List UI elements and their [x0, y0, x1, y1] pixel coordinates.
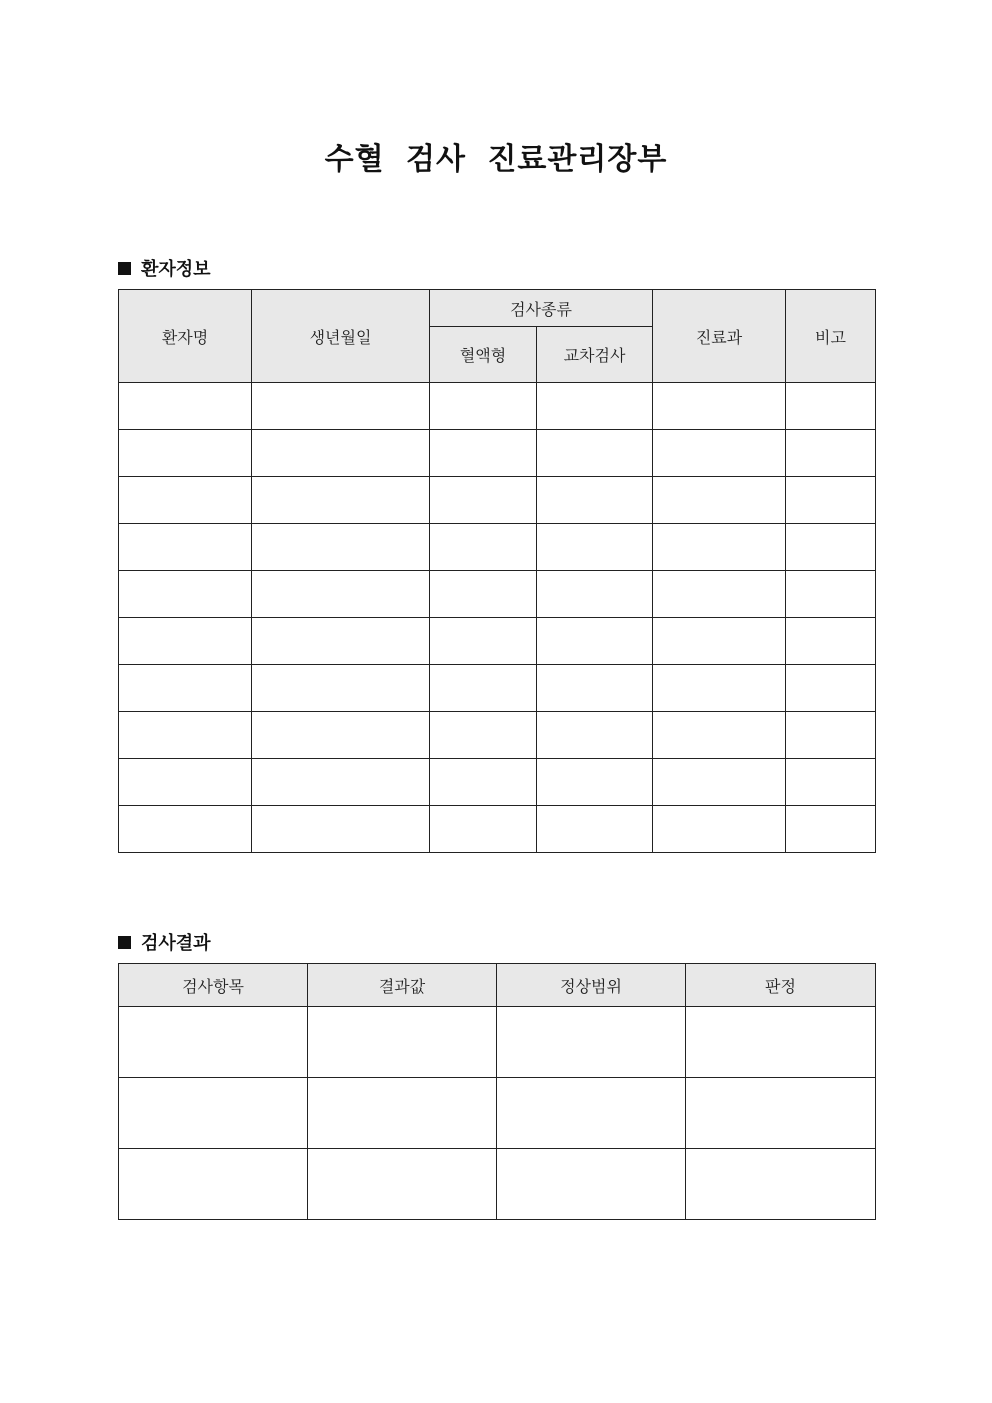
square-bullet-icon: [118, 936, 131, 949]
patient-info-heading-label: 환자정보: [141, 259, 211, 280]
patient-row: [119, 618, 876, 665]
empty-cell[interactable]: [653, 430, 786, 477]
test-result-heading: [118, 929, 211, 955]
header-blood-type: 혈액형: [430, 327, 537, 383]
header-crossmatch: 교차검사: [537, 327, 653, 383]
empty-cell[interactable]: [252, 571, 430, 618]
empty-cell[interactable]: [119, 712, 252, 759]
empty-cell[interactable]: [653, 477, 786, 524]
page-title: 수혈 검사 진료관리장부: [324, 142, 668, 177]
test-result-heading-label: 검사결과: [141, 933, 211, 954]
empty-cell[interactable]: [430, 571, 537, 618]
patient-row: [119, 665, 876, 712]
empty-cell[interactable]: [537, 665, 653, 712]
patient-row: [119, 430, 876, 477]
empty-cell[interactable]: [786, 571, 876, 618]
empty-cell[interactable]: [252, 712, 430, 759]
empty-cell[interactable]: [653, 524, 786, 571]
empty-cell[interactable]: [786, 430, 876, 477]
empty-cell[interactable]: [119, 1078, 308, 1149]
header-normal-range: 정상범위: [497, 964, 686, 1007]
patient-row: [119, 383, 876, 430]
empty-cell[interactable]: [430, 806, 537, 853]
empty-cell[interactable]: [786, 618, 876, 665]
empty-cell[interactable]: [653, 806, 786, 853]
header-test-type: 검사종류: [430, 290, 653, 327]
empty-cell[interactable]: [119, 1007, 308, 1078]
empty-cell[interactable]: [537, 430, 653, 477]
empty-cell[interactable]: [119, 383, 252, 430]
empty-cell[interactable]: [786, 665, 876, 712]
empty-cell[interactable]: [430, 430, 537, 477]
empty-cell[interactable]: [252, 665, 430, 712]
patient-row: [119, 806, 876, 853]
empty-cell[interactable]: [430, 759, 537, 806]
header-result-value: 결과값: [308, 964, 497, 1007]
empty-cell[interactable]: [653, 618, 786, 665]
empty-cell[interactable]: [653, 571, 786, 618]
empty-cell[interactable]: [430, 665, 537, 712]
header-note: 비고: [786, 290, 876, 383]
empty-cell[interactable]: [252, 477, 430, 524]
empty-cell[interactable]: [786, 806, 876, 853]
empty-cell[interactable]: [119, 477, 252, 524]
empty-cell[interactable]: [537, 383, 653, 430]
empty-cell[interactable]: [430, 383, 537, 430]
empty-cell[interactable]: [686, 1149, 876, 1220]
empty-cell[interactable]: [537, 618, 653, 665]
empty-cell[interactable]: [119, 618, 252, 665]
empty-cell[interactable]: [537, 712, 653, 759]
empty-cell[interactable]: [252, 524, 430, 571]
patient-info-table: [118, 289, 876, 853]
patient-table-body: [119, 383, 876, 853]
empty-cell[interactable]: [119, 1149, 308, 1220]
empty-cell[interactable]: [786, 524, 876, 571]
result-table-body: [119, 1007, 876, 1220]
empty-cell[interactable]: [252, 383, 430, 430]
empty-cell[interactable]: [497, 1078, 686, 1149]
empty-cell[interactable]: [119, 665, 252, 712]
empty-cell[interactable]: [308, 1007, 497, 1078]
patient-row: [119, 759, 876, 806]
patient-row: [119, 524, 876, 571]
header-birth-date: 생년월일: [252, 290, 430, 383]
empty-cell[interactable]: [786, 759, 876, 806]
empty-cell[interactable]: [497, 1149, 686, 1220]
patient-row: [119, 712, 876, 759]
header-judgment: 판정: [686, 964, 876, 1007]
empty-cell[interactable]: [653, 665, 786, 712]
empty-cell[interactable]: [119, 806, 252, 853]
empty-cell[interactable]: [430, 618, 537, 665]
patient-info-heading: [118, 255, 211, 281]
test-result-table: [118, 963, 876, 1220]
empty-cell[interactable]: [537, 571, 653, 618]
empty-cell[interactable]: [252, 759, 430, 806]
header-patient-name: 환자명: [119, 290, 252, 383]
empty-cell[interactable]: [430, 477, 537, 524]
empty-cell[interactable]: [653, 759, 786, 806]
empty-cell[interactable]: [308, 1149, 497, 1220]
patient-row: [119, 571, 876, 618]
result-row: [119, 1149, 876, 1220]
empty-cell[interactable]: [653, 712, 786, 759]
header-test-item: 검사항목: [119, 964, 308, 1007]
result-row: [119, 1078, 876, 1149]
empty-cell[interactable]: [537, 477, 653, 524]
empty-cell[interactable]: [537, 806, 653, 853]
empty-cell[interactable]: [537, 524, 653, 571]
empty-cell[interactable]: [786, 383, 876, 430]
empty-cell[interactable]: [497, 1007, 686, 1078]
empty-cell[interactable]: [308, 1078, 497, 1149]
empty-cell[interactable]: [686, 1078, 876, 1149]
empty-cell[interactable]: [252, 430, 430, 477]
square-bullet-icon: [118, 262, 131, 275]
result-row: [119, 1007, 876, 1078]
empty-cell[interactable]: [653, 383, 786, 430]
empty-cell[interactable]: [119, 571, 252, 618]
empty-cell[interactable]: [786, 477, 876, 524]
empty-cell[interactable]: [252, 806, 430, 853]
empty-cell[interactable]: [430, 712, 537, 759]
empty-cell[interactable]: [686, 1007, 876, 1078]
empty-cell[interactable]: [537, 759, 653, 806]
empty-cell[interactable]: [430, 524, 537, 571]
empty-cell[interactable]: [119, 430, 252, 477]
empty-cell[interactable]: [252, 618, 430, 665]
patient-row: [119, 477, 876, 524]
empty-cell[interactable]: [786, 712, 876, 759]
header-department: 진료과: [653, 290, 786, 383]
empty-cell[interactable]: [119, 524, 252, 571]
empty-cell[interactable]: [119, 759, 252, 806]
